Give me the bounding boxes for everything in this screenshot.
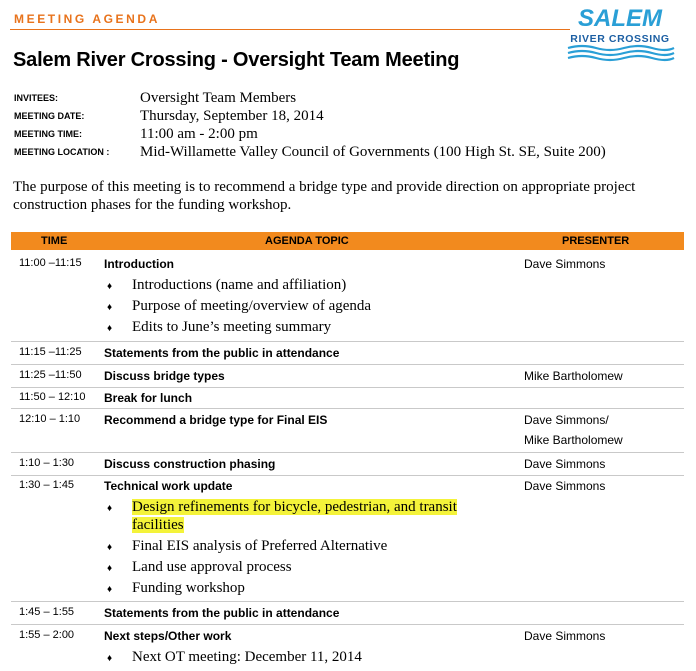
row-presenter: Mike Bartholomew [524, 369, 623, 383]
table-row [11, 251, 684, 342]
row-time: 1:55 – 2:00 [19, 629, 75, 641]
row-time: 11:15 –11:25 [19, 346, 82, 358]
row-topic: Statements from the public in attendance [104, 606, 340, 620]
row-topic: Next steps/Other work [104, 629, 232, 643]
bullet-icon: ♦ [107, 563, 113, 574]
bullet-item: Next OT meeting: December 11, 2014 [132, 649, 362, 665]
row-time: 1:45 – 1:55 [19, 606, 75, 618]
row-time: 1:30 – 1:45 [19, 479, 75, 491]
header-presenter: PRESENTER [562, 235, 630, 247]
row-time: 11:00 –11:15 [19, 257, 82, 269]
row-presenter: Dave Simmons [524, 479, 606, 493]
row-topic: Recommend a bridge type for Final EIS [104, 413, 328, 427]
meeting-location-value: Mid-Willamette Valley Council of Governments (100 High St. SE, Suite 200) [140, 144, 606, 160]
row-time: 1:10 – 1:30 [19, 457, 75, 469]
bullet-item: Purpose of meeting/overview of agenda [132, 298, 372, 314]
salem-river-crossing-logo [562, 4, 680, 64]
meeting-date-label: MEETING DATE: [14, 111, 85, 121]
bullet-item: Introductions (name and affiliation) [132, 277, 347, 293]
bullet-icon: ♦ [107, 653, 113, 664]
row-presenter: Dave Simmons [524, 257, 606, 271]
row-presenter: Dave Simmons/ [524, 413, 609, 427]
row-topic: Break for lunch [104, 391, 193, 405]
bullet-item: Land use approval process [132, 559, 292, 575]
row-presenter: Dave Simmons [524, 457, 606, 471]
table-row [11, 342, 684, 365]
table-row [11, 388, 684, 409]
row-time: 11:25 –11:50 [19, 369, 82, 381]
agenda-label: MEETING AGENDA [14, 12, 160, 26]
logo-wordmark-bottom: RIVER CROSSING [570, 33, 670, 45]
meeting-location-label: MEETING LOCATION : [14, 147, 110, 157]
header-agenda-topic: AGENDA TOPIC [265, 235, 349, 247]
bullet-item: Funding workshop [132, 580, 245, 596]
bullet-icon: ♦ [107, 584, 113, 595]
meeting-time-value: 11:00 am - 2:00 pm [140, 126, 258, 142]
invitees-value: Oversight Team Members [140, 90, 297, 106]
bullet-item-highlighted [132, 498, 457, 516]
table-row [11, 625, 684, 670]
row-topic: Introduction [104, 257, 174, 271]
table-header [11, 232, 684, 250]
table-row [11, 453, 684, 476]
meeting-date-value: Thursday, September 18, 2014 [140, 108, 324, 124]
header-time: TIME [41, 235, 68, 247]
highlighted-text: facilities [132, 517, 184, 533]
table-row [11, 602, 684, 625]
row-time: 12:10 – 1:10 [19, 413, 81, 425]
row-topic: Discuss bridge types [104, 369, 225, 383]
table-row [11, 476, 684, 602]
bullet-icon: ♦ [107, 302, 113, 313]
invitees-label: INVITEES: [14, 93, 59, 103]
row-topic: Technical work update [104, 479, 233, 493]
row-presenter: Dave Simmons [524, 629, 606, 643]
bullet-icon: ♦ [107, 323, 113, 334]
bullet-icon: ♦ [107, 542, 113, 553]
table-row [11, 409, 684, 453]
purpose-text: The purpose of this meeting is to recommend a bridge type and provide direction on appropriate project construction phases for the funding workshop. [13, 179, 636, 213]
logo-wordmark-top: SALEM [578, 5, 662, 32]
row-topic: Statements from the public in attendance [104, 346, 340, 360]
bullet-icon: ♦ [107, 281, 113, 292]
bullet-item-highlighted-continued [132, 516, 184, 534]
header-rule [10, 29, 570, 30]
row-time: 11:50 – 12:10 [19, 391, 86, 403]
bullet-item: Final EIS analysis of Preferred Alternative [132, 538, 388, 554]
bullet-icon: ♦ [107, 503, 113, 514]
meeting-time-label: MEETING TIME: [14, 129, 82, 139]
table-row [11, 365, 684, 388]
page-title: Salem River Crossing - Oversight Team Meeting [13, 49, 460, 71]
bullet-item: Edits to June’s meeting summary [132, 319, 332, 335]
highlighted-text: Design refinements for bicycle, pedestrian, and transit [132, 499, 457, 515]
row-topic: Discuss construction phasing [104, 457, 276, 471]
row-presenter-secondary: Mike Bartholomew [524, 433, 623, 447]
